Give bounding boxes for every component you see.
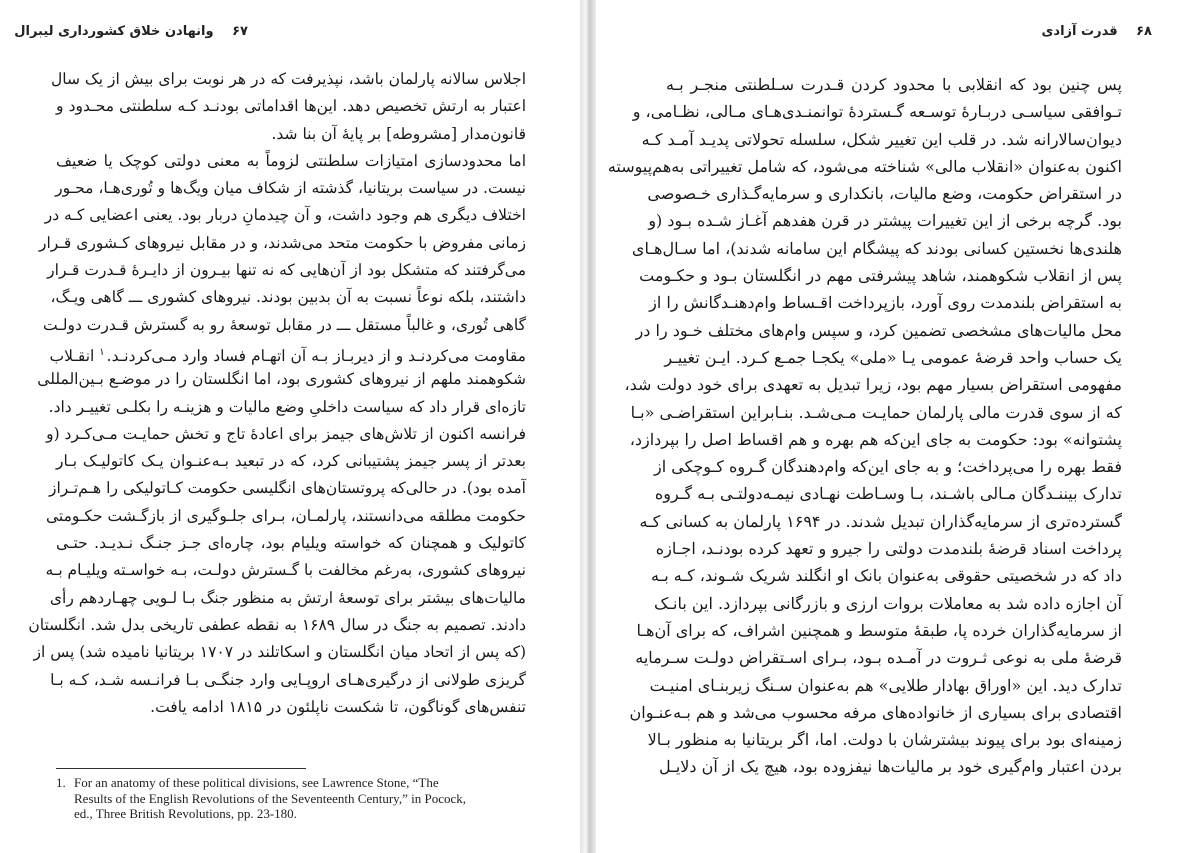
text-line: پرداخت اسناد قرضهٔ بلندمدت دولتی را جیرو و تعهد کرده بودنـد، اجـازه [655, 539, 1122, 559]
text-line: یک حساب واحد قرضهٔ عمومی یـا «ملی» یکجـا جمـع کـرد. ایـن تغییـر [664, 347, 1122, 367]
text-line: مالیات‌های بیشتر برای توسعهٔ ارتش به منظور جنگ بـا لـویی چهـاردهم رأی [49, 588, 526, 607]
text-line: شکوهمند ملهم از نیروهای کشوری بود، اما انگلستان را در موضـع بـین‌المللی [37, 370, 526, 389]
text-line: آمده بود). در حالی‌که پروتستان‌های انگلیسی حکومت کـاتولیکی را هـم‌تـراز [48, 479, 526, 498]
text-line: فقط بهره را می‌پرداخت؛ و به جای این‌که وام‌دهندگان گـروه کـوچکی از [653, 457, 1122, 477]
book-gutter [580, 0, 596, 853]
body-text-right [607, 71, 1122, 781]
text-line: از سرمایه‌گذاران خرده پا، طبقهٔ متوسط و همچنین اشراف، که برای آن‌هـا [636, 620, 1122, 640]
text-line: زمانی مفروض با حکومت متحد می‌شدند، و در مقابل نیروهای کـشوری قـرار [38, 233, 526, 252]
footnote-marker: ۱ [99, 346, 105, 358]
left-page [0, 0, 580, 853]
text-line: اعتبار به ارتش تخصیص دهد. این‌ها اقداماتی بودنـد کـه سلطنتی محـدود و [56, 97, 526, 116]
text-line: تدارک بیننـدگان مـالی باشـند، بـا وسـاطت نهـادی نیمـه‌دولتـی بـه گـروه [654, 484, 1122, 504]
text-line: تنفس‌های گوناگون، تا شکست ناپلئون در ۱۸۱۵ ادامه یافت. [150, 697, 526, 716]
text-line: دادند. تصمیم به جنگ در سال ۱۶۸۹ به نقطه عطفی تاریخی بدل شد. انگلستان [28, 615, 526, 634]
text-line: داشتند، بلکه نوعاً نسبت به آن بدبین بودند. نیروهای کشوری ـــ گاهی ویـگ، [50, 288, 526, 307]
right-page [596, 0, 1178, 853]
text-line-rest: انقـلاب [49, 347, 100, 366]
text-line: بود. گرچه برخی از این تغییرات پیشتر در قرن هفدهم آغـاز شـده بـود (و [648, 211, 1122, 231]
text-line: گریزی طولانی از درگیری‌هـای اروپـایی وارد جنگـی بـا فرانـسه شـد، کـه بـا [50, 670, 526, 689]
text-line: در استقراض حکومت، وضع مالیات، بانکداری و سرمایه‌گـذاری خـصوصی [647, 184, 1122, 204]
text-line: قانون‌مدار [مشروطه] بر پایهٔ آن بنا شد. [271, 124, 526, 143]
text-line: می‌گرفتند که متشکل بود از آن‌هایی که نه تنها بیـرون از دایـرهٔ قـدرت قـرار [47, 261, 526, 280]
text-line: نیروهای کشوری، به‌رغم مخالفت با گـسترش دولـت، بـه خواسـته ویلیـام بـه [45, 561, 526, 580]
text-line: اما محدودسازی امتیازات سلطنتی لزوماً به معنی دولتی کوچک یا ضعیف [56, 151, 526, 170]
text-line: بعدتر از پسر جیمز پشتیبانی کرد، که در تبعید بـه‌عنـوان یـک کاتولیـک بـار [56, 452, 526, 471]
text-line: قرضهٔ ملی به نوعی ثـروت در آمـده بـود، بـرای اسـتقراض دولـت سـرمایه [635, 648, 1122, 668]
footnote-line: 1. For an anatomy of these political divisions, see Lawrence Stone, “The [56, 775, 439, 790]
text-line: داد که در شخصیتی حقوقی به‌عنوان بانک او انگلند شریک شـوند، کـه بـه [651, 566, 1122, 586]
text-line-with-footnote [49, 339, 526, 366]
footnote-line: Results of the English Revolutions of the Seventeenth Century,” in Pocock, [74, 790, 466, 806]
running-head-title-right: قدرت آزادی [1041, 24, 1118, 39]
running-head-title-left: وانهادن خلاق کشورداری لیبرال [14, 24, 214, 39]
footnote-line: ed., Three British Revolutions, pp. 23-180. [74, 806, 297, 821]
text-line: اکنون به‌عنوان «انقلاب مالی» شناخته می‌شود، که شامل تغییراتی به‌هم‌پیوسته [607, 156, 1122, 176]
text-line: آن اجازه داده شد به معاملات بروات ارزی و بازرگانی بپردازد. این بانـک [653, 593, 1122, 613]
text-line: حکومت مطلقه می‌دانستند، پارلمـان، بـرای جلـوگیری از بازگـشت حکـومتی [45, 506, 526, 525]
text-line: گسترده‌تری از سرمایه‌گذاران تبدیل شدند. در ۱۶۹۴ پارلمان به کسانی کـه [639, 511, 1122, 531]
text-line: اقتصادی برای بسیاری از خانواده‌های مرفه محسوب می‌شد و هم بـه‌عنـوان [629, 702, 1122, 722]
text-line: نیست. در سیاست بریتانیا، گذشته از شکاف میان ویگ‌ها و تُوری‌هـا، محـور [55, 179, 526, 198]
footnote [56, 775, 516, 822]
running-head-left [14, 24, 248, 44]
text-line: مقاومت می‌کردنـد و از دیربـاز بـه آن اتهـام فساد وارد مـی‌کردنـد. [106, 347, 526, 366]
body-text-left [28, 66, 526, 721]
text-line: گاهی تُوری، و غالباً مستقل ـــ در مقابل توسعهٔ رو به گسترش قـدرت دولـت [42, 315, 526, 334]
text-line: به استقراض بلندمدت روی آورد، بازپرداخت اقـساط وام‌دهنـدگانش را از [649, 293, 1122, 313]
text-line: بردن اعتبار وام‌گیری خود بر مالیات‌ها نیفزوده بود، هیچ یک از آن دلایـل [659, 757, 1122, 777]
page-number-right: ۶۸ [1136, 24, 1152, 39]
text-line: تازه‌ای قرار داد که سیاست داخلیِ وضع مالیات و هزینـه را بکلـی تغییـر داد. [48, 397, 526, 416]
text-line: تـوافقی سیاسـی دربـارهٔ توسـعه گـستردهٔ توانمنـدی‌هـای مـالی، نظـامی، و [632, 102, 1122, 122]
text-line: که از سوی قدرت مالی پارلمان حمایـت مـی‌شـد. بنـابراین استقراضـی «بـا [630, 402, 1122, 422]
text-line: مفهومی استقراض بسیار مهم بود، زیرا تبدیل به تعهدی برای خود دولت شد، [624, 375, 1122, 395]
text-line: زمینه‌ای بود برای پیوند بیشترشان با دولت. اما، اگر بریتانیا به منظور بـالا [647, 730, 1122, 750]
text-line: پس از انقلاب شکوهمند، شاهد پیشرفتی مهم در انگلستان بـود و حکـومت [639, 266, 1122, 286]
text-line: پشتوانه» بود: حکومت به جای این‌که هم بهره و هم اقساط اصل را بپردازد، [629, 429, 1122, 449]
footnote-number: 1. [56, 775, 66, 790]
text-line: اجلاس سالانه پارلمان باشد، نپذیرفت که در هر نوبت برای بیش از یک سال [50, 70, 526, 88]
text-line: محل مالیات‌های مشخصی تضمین کرد، و سپس وام‌های مختلف خـود را در [635, 320, 1122, 340]
text-line: اختلاف دیگری هم وجود داشت، و آن چیدمانِ دربار بود. یعنی اعضایی کـه در [44, 206, 526, 225]
text-line: هلندی‌ها نخستین کسانی بودند که پیشگام این سامانه شدند)، اما سـال‌هـای [631, 238, 1122, 258]
text-line: کاتولیک و همچنان که خواسته ویلیام بود، چاره‌ای جـز جنـگ نـدیـد. حتـی [56, 534, 526, 553]
text-line: (که پس از اتحاد میان انگلستان و اسکاتلند در ۱۷۰۷ بریتانیا نامیده شد) پس از [33, 643, 526, 662]
running-head-right [1016, 24, 1152, 44]
text-line: دیوان‌سالارانه شد. در قلب این تغییر شکل، سلسله تحولاتی پدیـد آمـد کـه [641, 129, 1122, 149]
text-line: فرانسه اکنون از تلاش‌های جیمز برای اعادهٔ تاج و تخش حمایـت مـی‌کـرد (و [46, 424, 526, 443]
text-line: پس چنین بود که انقلابی با محدود کردن قـدرت سـلطنتی منجـر بـه [666, 75, 1122, 94]
text-line: تدارک دید. این «اوراق بهادار طلایی» هم به‌عنوان سـنگ زیربنـای امنیـت [649, 675, 1122, 695]
page-number-left: ۶۷ [232, 24, 248, 39]
footnote-rule [56, 768, 306, 769]
